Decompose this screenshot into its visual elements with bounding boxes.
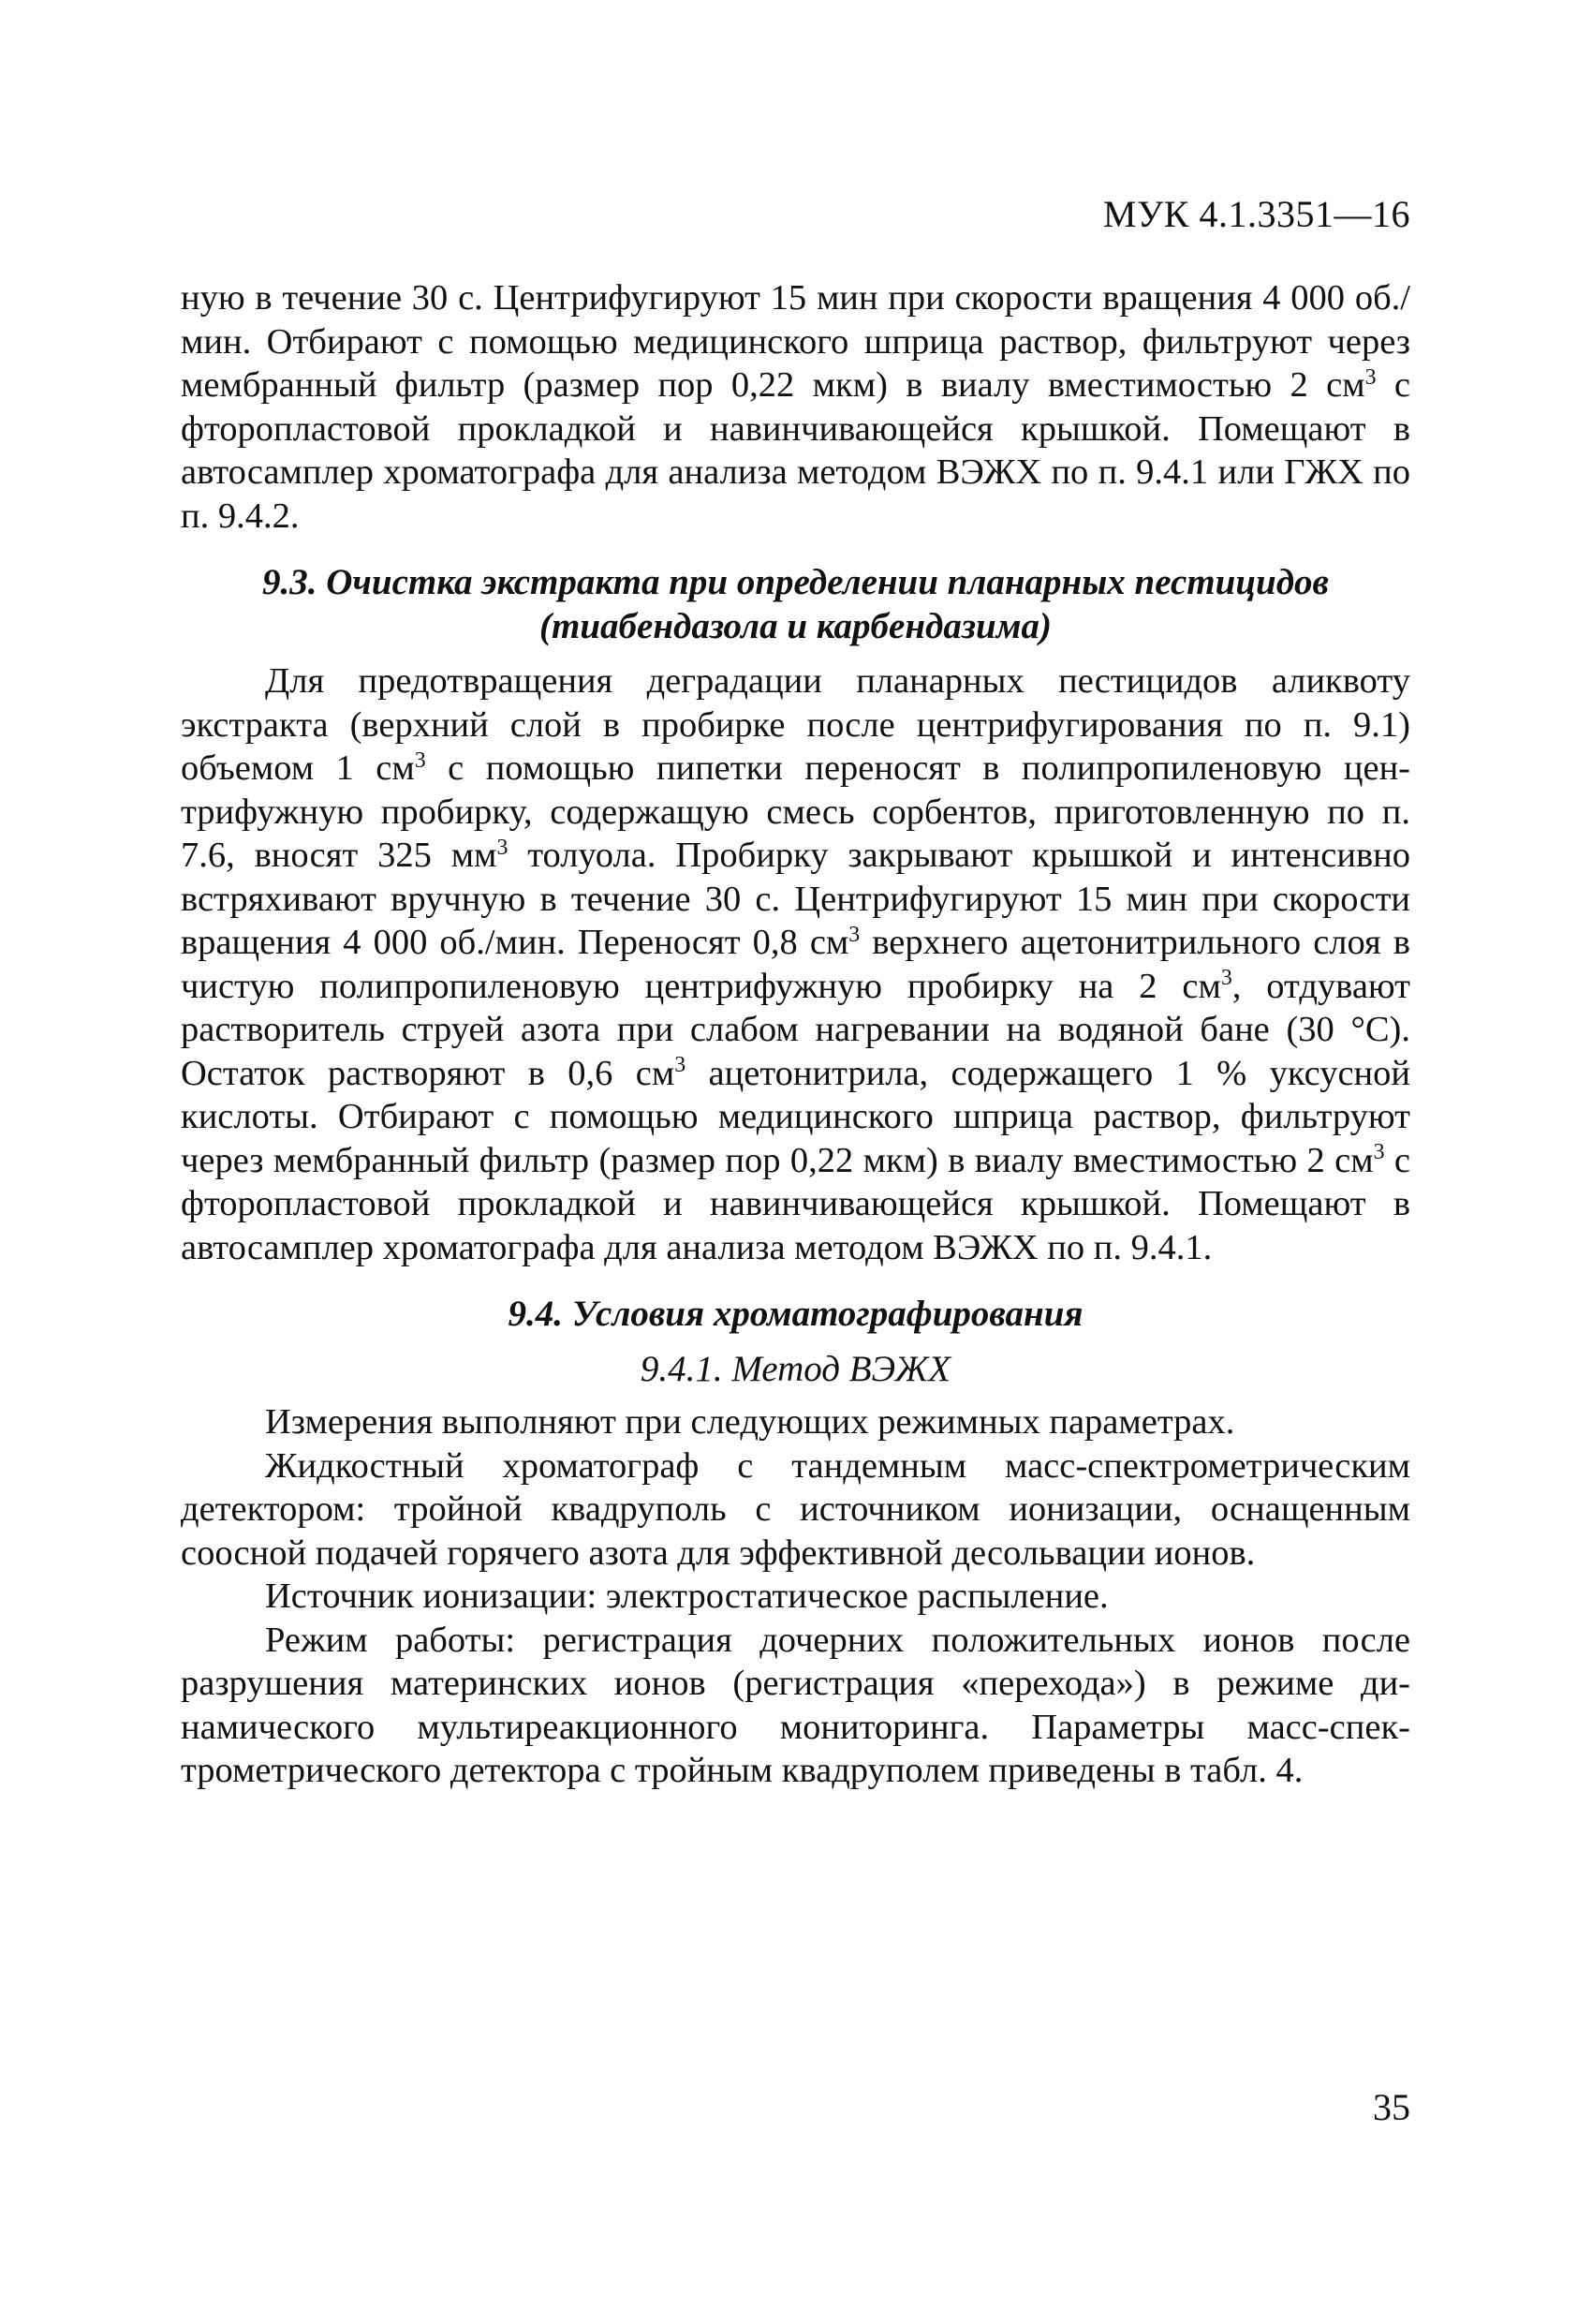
text-run: толуола. Пробирку закрывают крышкой и интенсивно встряхивают вручную в течение 30 с. Центрифугируют 15 мин при скорости вращения 4 000 об./мин. Переносят 0,8 см <box>181 836 1411 962</box>
section-title-line1: Очистка экстракта при определении планарных пестицидов <box>326 562 1329 602</box>
paragraph-operation-mode: Режим работы: регистрация дочерних положительных ионов после разрушения материнских ионов (регистрация «перехода») в режиме динамического мультиреакционного мониторинга. Параметры масс-спектрометрического детектора с тройным квадруполем приведены в табл. 4. <box>181 1620 1410 1790</box>
section-number: 9.3. <box>262 562 317 602</box>
subsection-heading-9-4-1: 9.4.1. Метод ВЭЖХ <box>640 1349 951 1389</box>
paragraph-continuation <box>181 276 1410 538</box>
text-run: ную в течение 30 с. Центрифугируют 15 мин при скорости вращения 4 000 об./мин. Отбирают с помощью медицинского шприца раствор, фильтруют через мембранный фильтр (размер пор 0,22 мкм) в виалу вместимостью 2 см <box>181 278 1410 405</box>
section-title: Условия хроматографирования <box>571 1294 1083 1334</box>
text-run: Для предотвращения деградации планарных пестицидов аликвоту экстракта (верхний слой в пробирке после центрифугирования по п. 9.1) объемом 1 см <box>181 661 1410 788</box>
superscript: 3 <box>496 835 509 860</box>
superscript: 3 <box>414 748 426 773</box>
superscript: 3 <box>848 922 861 947</box>
paragraph-cleanup-procedure <box>181 659 1410 1269</box>
superscript: 3 <box>1373 1140 1385 1165</box>
document-code: МУК 4.1.3351—16 <box>1102 193 1410 235</box>
superscript: 3 <box>1220 966 1232 991</box>
section-number: 9.4. <box>508 1294 563 1334</box>
paragraph-ionization-source: Источник ионизации: электростатическое распыление. <box>265 1576 1109 1616</box>
section-heading-9-4 <box>181 1292 1410 1336</box>
paragraph-chromatograph: Жидкостный хроматограф с тандемным масс-спектрометрическим детектором: тройной квадруполь с источником ионизации, оснащенным соосной подачей горячего азота для эффективной десольвации ионов. <box>181 1445 1410 1573</box>
body-text <box>181 276 1410 1793</box>
text-run: с фторопластовой прокладкой и навинчивающейся крышкой. Помещают в автосамплер хроматографа для анализа методом ВЭЖХ по п. 9.4.1. <box>181 1140 1411 1267</box>
section-heading-9-3 <box>181 560 1410 648</box>
superscript: 3 <box>1364 364 1377 390</box>
text-run: верхнего ацетонитрильного слоя в чистую полипропиленовую центрифужную пробирку на 2 см <box>181 923 1410 1006</box>
text-run: с помощью пипетки переносят в полипропиленовую центрифужную пробирку, содержащую смесь сорбентов, приготовленную по п. 7.6, вносят 325 мм <box>181 748 1410 875</box>
text-run: с фторопластовой прокладкой и навинчивающейся крышкой. Помещают в автосамплер хроматографа для анализа методом ВЭЖХ по п. 9.4.1 или ГЖХ по п. 9.4.2. <box>181 365 1410 536</box>
paragraph-measurement-params: Измерения выполняют при следующих режимных параметрах. <box>265 1402 1235 1442</box>
text-run: ацетонитрила, содержащего 1 % уксусной кислоты. Отбирают с помощью медицинского шприца раствор, фильтруют через мембранный фильтр (размер пор 0,22 мкм) в виалу вместимостью 2 см <box>181 1053 1410 1180</box>
superscript: 3 <box>674 1053 686 1078</box>
page-number: 35 <box>1373 2086 1410 2128</box>
text-run: , отдувают растворитель струей азота при слабом нагревании на водяной бане (30 °С). Остаток растворяют в 0,6 см <box>181 966 1410 1093</box>
section-title-line2: (тиабендазола и карбендазима) <box>539 606 1052 646</box>
